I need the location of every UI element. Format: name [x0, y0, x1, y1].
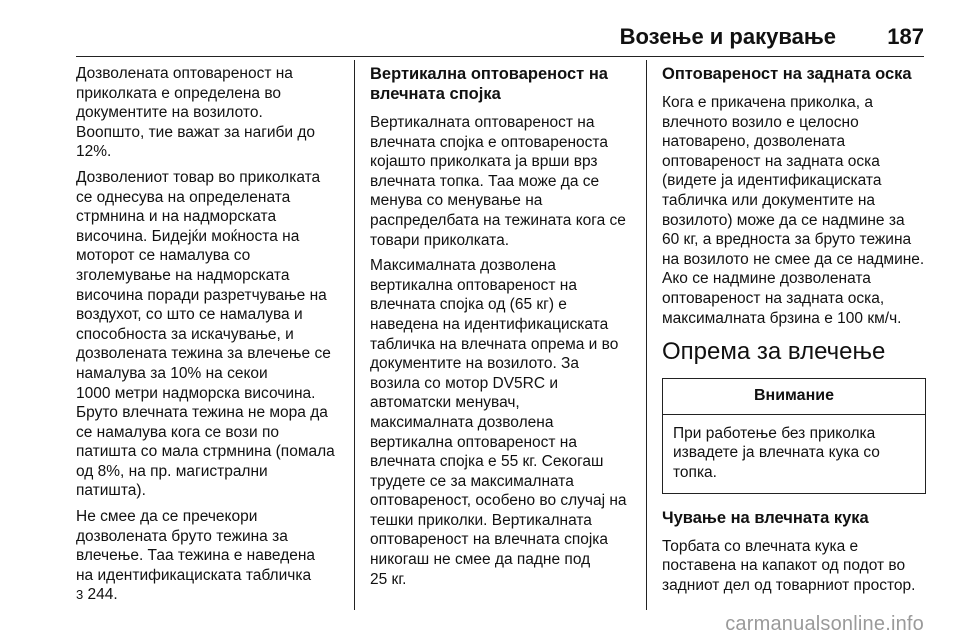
paragraph-text: Не смее да се пречекори дозволената бруто тежина за влечење. Таа тежина е наведена на идентификациската табличка [76, 508, 316, 584]
column-right [662, 64, 926, 601]
page-reference[interactable]: 244. [83, 586, 118, 604]
page-reference-icon: 3 [76, 587, 84, 603]
column-divider [354, 60, 355, 610]
page-number: 187 [887, 24, 924, 49]
caution-box [662, 378, 926, 493]
watermark: carmanualsonline.info [725, 613, 924, 635]
caution-title: Внимание [663, 379, 925, 415]
paragraph: Дозволениот товар во приколката се однесува на определената стрмнина и на надморската височина. Бидејќи моќноста на моторот се намалува со зголемување на надморската височина поради разретчување на воздухот, со што се намалува и способноста за искачување, и дозволената тежина за влечење се намалува за 10% на секои 1000 метри надморска височина. Бруто влечната тежина не мора да се намалува кога се вози по патишта со мала стрмнина (помала од 8%, на пр. магистрални патишта). [76, 168, 335, 500]
column-middle [370, 64, 642, 595]
paragraph: Кога е прикачена приколка, а влечното возило е целосно натоварено, дозволената оптовареност на задната оска (видете ја идентификациската табличка или документите на возилото) може да се надмине за 60 кг, а вредноста за бруто тежина на возилото не смее да се надмине. Ако се надмине дозволената оптовареност на задната оска, максималната брзина е 100 км/ч. [662, 94, 925, 327]
paragraph: Дозволената оптовареност на приколката е определена во документите на возилото. Воопшто, тие важат за нагиби до 12%. [76, 65, 316, 161]
caution-body: При работење без приколка извадете ја влечната кука со топка. [673, 424, 880, 481]
paragraph [76, 507, 348, 605]
section-title: Опрема за влечење [662, 338, 886, 366]
subsection-heading: Чување на влечната кука [662, 508, 869, 527]
paragraph: Вертикалната оптовареност на влечната спојка е оптовареноста којашто приколката ја врши врз влечната топка. Таа може да се менува со менување на распределбата на тежината кога се товари приколката. [370, 114, 626, 249]
paragraph: Торбата со влечната кука е поставена на капакот од подот во задниот дел од товарниот простор. [662, 537, 916, 594]
header-title: Возење и ракување [619, 24, 836, 49]
section-heading: Оптовареност на задната оска [662, 65, 912, 83]
section-heading: Вертикална оптовареност на влечната спојка [370, 65, 608, 103]
paragraph: Максималната дозволена вертикална оптовареност на влечната спојка од (65 кг) е наведена на идентификациската табличка на влечната опрема и во документите на возилото. За возила со мотор DV5RC и автоматски менувач, максималната дозволена вертикална оптовареност на влечната спојка е 55 кг. Секогаш трудете се за максималната оптовареност, особено во случај на тешки приколки. Вертикалната оптовареност на влечната спојка никогаш не смее да падне под 25 кг. [370, 257, 627, 588]
column-left [76, 64, 348, 611]
column-divider [646, 60, 647, 610]
header-rule [76, 56, 924, 57]
